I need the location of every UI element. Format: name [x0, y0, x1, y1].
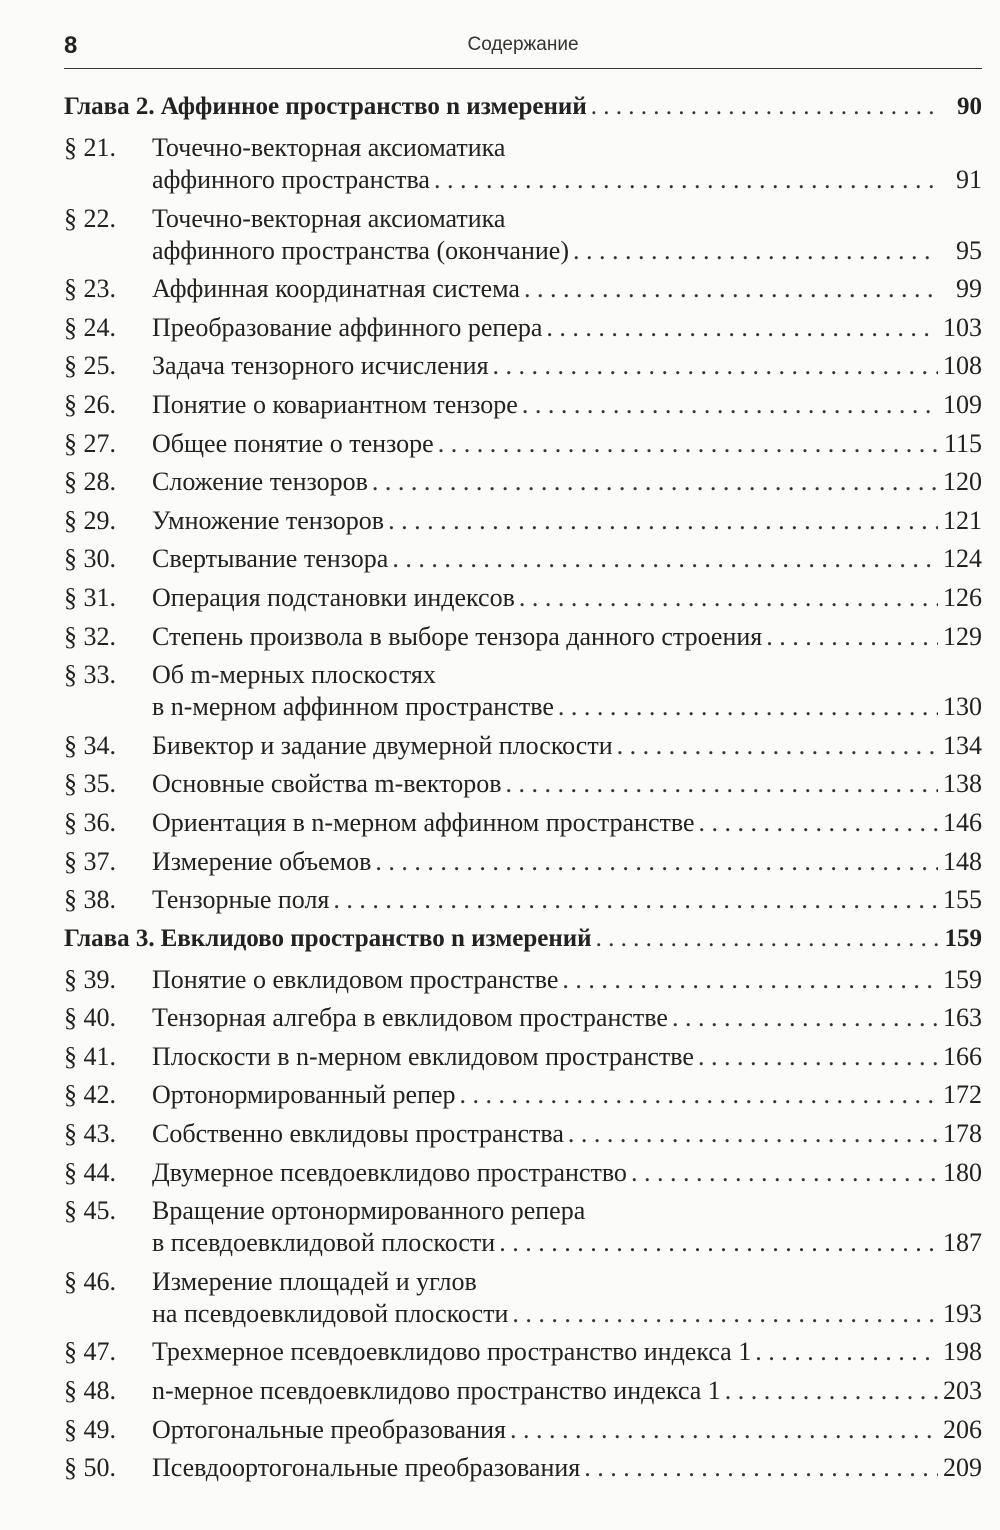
toc-page-number: 95 — [956, 235, 982, 265]
toc-line — [152, 466, 982, 498]
toc-title: Измерение объемов — [152, 846, 372, 876]
toc-page-number: 209 — [943, 1453, 982, 1483]
toc-line — [152, 659, 982, 691]
toc-title: Тензорная алгебра в евклидовом пространстве — [152, 1003, 668, 1033]
toc-entry-body — [152, 1452, 982, 1484]
toc-chapter — [64, 923, 982, 955]
toc-page-number: 91 — [956, 165, 982, 194]
toc-section-number: § 35. — [64, 769, 116, 799]
toc-section-number: § 28. — [64, 467, 116, 497]
page-number: 8 — [64, 32, 78, 59]
toc-page-number: 155 — [943, 885, 982, 915]
toc-entry — [64, 807, 982, 839]
toc-entry-body — [152, 543, 982, 575]
toc-entry-body — [152, 203, 982, 267]
dot-leader — [392, 543, 938, 575]
toc-section-number: § 32. — [64, 621, 116, 651]
toc-title: Свертывание тензора — [152, 544, 389, 574]
toc-entry-body — [152, 389, 982, 421]
toc-section-number: § 43. — [64, 1119, 116, 1149]
toc-entry-body — [152, 807, 982, 839]
toc-section-number: § 38. — [64, 885, 116, 915]
toc-line — [152, 964, 982, 996]
toc-line — [152, 807, 982, 839]
toc-section-number: § 46. — [64, 1266, 116, 1296]
toc-page-number: 124 — [943, 544, 982, 574]
toc-entry — [64, 1079, 982, 1111]
toc-line — [152, 312, 982, 344]
toc-line — [152, 164, 982, 196]
dot-leader — [434, 164, 938, 196]
dot-leader — [573, 235, 938, 267]
toc-section-number: § 44. — [64, 1157, 116, 1187]
toc-entry — [64, 1266, 982, 1330]
toc-title: на псевдоевклидовой плоскости — [152, 1298, 509, 1328]
toc-line — [152, 1002, 982, 1034]
dot-leader — [510, 1414, 938, 1446]
toc-line — [152, 132, 982, 164]
dot-leader — [512, 1298, 938, 1330]
toc-section-number: § 48. — [64, 1376, 116, 1406]
toc-section-number: § 24. — [64, 312, 116, 342]
toc-page-number: 206 — [943, 1414, 982, 1444]
toc-line — [152, 1227, 982, 1259]
toc-section-number: § 21. — [64, 133, 116, 162]
toc-entry — [64, 428, 982, 460]
toc-entry-body — [152, 428, 982, 460]
toc-entry-body — [152, 312, 982, 344]
dot-leader — [499, 1227, 938, 1259]
dot-leader — [584, 1452, 938, 1484]
toc-title: Ориентация в n-мерном аффинном пространстве — [152, 807, 695, 837]
dot-leader — [524, 273, 938, 305]
toc-entry-body — [152, 273, 982, 305]
toc-entry-body — [152, 884, 982, 916]
toc-entry — [64, 389, 982, 421]
toc-line — [161, 91, 982, 123]
toc-section-number: § 25. — [64, 351, 116, 381]
toc-section-number: § 29. — [64, 505, 116, 535]
toc-line — [152, 505, 982, 537]
dot-leader — [698, 1041, 938, 1073]
toc-page-number: 126 — [943, 582, 982, 612]
toc-line — [152, 543, 982, 575]
toc-page-number: 180 — [943, 1157, 982, 1187]
toc-section-number: § 22. — [64, 203, 116, 233]
toc-line — [152, 203, 982, 235]
toc-entry-body — [152, 1041, 982, 1073]
toc-section-number: § 30. — [64, 544, 116, 574]
toc-line — [152, 389, 982, 421]
toc-entry-body — [152, 1195, 982, 1259]
toc-title: Тензорные поля — [152, 885, 330, 915]
toc-line — [152, 1079, 982, 1111]
toc-entry — [64, 505, 982, 537]
dot-leader — [558, 691, 938, 723]
toc-title: Плоскости в n-мерном евклидовом пространстве — [152, 1041, 694, 1071]
toc-title: Понятие о евклидовом пространстве — [152, 964, 559, 994]
toc-section-number: § 23. — [64, 274, 116, 304]
dot-leader — [766, 621, 938, 653]
toc-title: Точечно-векторная аксиоматика — [152, 133, 506, 162]
toc-entry — [64, 1041, 982, 1073]
toc-section-number: § 27. — [64, 428, 116, 458]
dot-leader — [388, 505, 938, 537]
toc-page-number: 159 — [943, 964, 982, 994]
toc-page-number: 115 — [943, 428, 982, 458]
toc-title: Трехмерное псевдоевклидово пространство индекса 1 — [152, 1337, 752, 1367]
toc-entry-body — [152, 1002, 982, 1034]
table-of-contents — [64, 91, 982, 1484]
toc-section-number: § 41. — [64, 1041, 116, 1071]
toc-page-number: 172 — [943, 1080, 982, 1110]
toc-title: Аффинная координатная система — [152, 274, 520, 304]
toc-title: Операция подстановки индексов — [152, 582, 515, 612]
toc-line — [152, 428, 982, 460]
dot-leader — [568, 1118, 938, 1150]
toc-title: Вращение ортонормированного репера — [152, 1196, 586, 1226]
toc-line — [152, 1157, 982, 1189]
toc-title: Псевдоортогональные преобразования — [152, 1453, 581, 1483]
toc-line — [152, 730, 982, 762]
toc-title: Понятие о ковариантном тензоре — [152, 389, 518, 419]
toc-page-number: 163 — [943, 1003, 982, 1033]
toc-line — [152, 1298, 982, 1330]
toc-entry-body — [152, 1336, 982, 1368]
toc-title: Общее понятие о тензоре — [152, 428, 434, 458]
dot-leader — [596, 923, 938, 955]
toc-title: Аффинное пространство n измерений — [160, 93, 587, 120]
toc-page-number: 187 — [943, 1228, 982, 1258]
toc-entry-body — [152, 768, 982, 800]
toc-entry — [64, 659, 982, 723]
toc-page-number: 99 — [956, 274, 982, 304]
toc-title: Измерение площадей и углов — [152, 1266, 477, 1296]
toc-page-number: 193 — [943, 1298, 982, 1328]
toc-entry — [64, 1157, 982, 1189]
toc-entry — [64, 1195, 982, 1259]
toc-section-number: § 40. — [64, 1003, 116, 1033]
toc-entry-body — [152, 659, 982, 723]
toc-page-number: 146 — [943, 807, 982, 837]
dot-leader — [519, 582, 938, 614]
toc-entry-body — [152, 1118, 982, 1150]
toc-section-number: § 42. — [64, 1080, 116, 1110]
toc-title: аффинного пространства (окончание) — [152, 235, 569, 265]
running-title: Содержание — [467, 34, 579, 55]
toc-line — [152, 621, 982, 653]
toc-section-number: § 47. — [64, 1337, 116, 1367]
toc-title: Бивектор и задание двумерной плоскости — [152, 730, 613, 760]
toc-entry — [64, 1336, 982, 1368]
dot-leader — [591, 91, 938, 123]
toc-title: Умножение тензоров — [152, 505, 385, 535]
toc-line — [152, 350, 982, 382]
toc-line — [152, 884, 982, 916]
toc-entry-body — [155, 923, 982, 955]
toc-entry-body — [152, 964, 982, 996]
toc-entry — [64, 350, 982, 382]
toc-entry — [64, 1375, 982, 1407]
toc-entry-body — [152, 350, 982, 382]
toc-entry-body — [155, 91, 982, 123]
toc-entry-body — [152, 1375, 982, 1407]
toc-entry — [64, 466, 982, 498]
toc-entry-body — [152, 505, 982, 537]
dot-leader — [372, 466, 938, 498]
toc-line — [161, 923, 982, 955]
toc-entry — [64, 730, 982, 762]
toc-entry — [64, 621, 982, 653]
toc-line — [152, 691, 982, 723]
toc-section-number: § 49. — [64, 1414, 116, 1444]
toc-entry-body — [152, 730, 982, 762]
toc-title: Степень произвола в выборе тензора данного строения — [152, 621, 763, 651]
toc-entry — [64, 1118, 982, 1150]
dot-leader — [522, 389, 938, 421]
dot-leader — [375, 846, 938, 878]
toc-title: Двумерное псевдоевклидово пространство — [152, 1157, 627, 1187]
toc-page-number: 138 — [943, 769, 982, 799]
toc-page-number: 198 — [943, 1337, 982, 1367]
toc-entry — [64, 132, 982, 196]
toc-entry — [64, 964, 982, 996]
toc-section-number: § 33. — [64, 660, 116, 690]
dot-leader — [617, 730, 938, 762]
toc-line — [152, 1041, 982, 1073]
toc-page-number: 148 — [943, 846, 982, 876]
toc-section-number: § 37. — [64, 846, 116, 876]
dot-leader — [631, 1157, 938, 1189]
toc-entry — [64, 203, 982, 267]
toc-line — [152, 235, 982, 267]
toc-entry-body — [152, 466, 982, 498]
toc-page-number: 103 — [943, 312, 982, 342]
dot-leader — [333, 884, 938, 916]
toc-title: аффинного пространства — [152, 165, 430, 194]
toc-title: в n-мерном аффинном пространстве — [152, 692, 554, 722]
toc-entry-body — [152, 132, 982, 196]
toc-entry — [64, 1452, 982, 1484]
toc-entry — [64, 1414, 982, 1446]
toc-page-number: 90 — [957, 93, 982, 120]
toc-entry — [64, 768, 982, 800]
dot-leader — [460, 1079, 938, 1111]
toc-line — [152, 846, 982, 878]
toc-section-number: Глава 2. — [64, 93, 155, 120]
toc-entry — [64, 884, 982, 916]
toc-page-number: 129 — [943, 621, 982, 651]
toc-title: Об m-мерных плоскостях — [152, 660, 436, 690]
toc-title: Ортонормированный репер — [152, 1080, 456, 1110]
toc-entry — [64, 1002, 982, 1034]
dot-leader — [506, 768, 939, 800]
toc-entry-body — [152, 846, 982, 878]
toc-entry-body — [152, 1079, 982, 1111]
toc-line — [152, 1452, 982, 1484]
toc-page-number: 120 — [943, 467, 982, 497]
toc-title: Сложение тензоров — [152, 467, 368, 497]
dot-leader — [725, 1375, 938, 1407]
dot-leader — [438, 428, 938, 460]
toc-line — [152, 273, 982, 305]
toc-page-number: 159 — [944, 924, 982, 952]
dot-leader — [699, 807, 938, 839]
toc-page-number: 203 — [943, 1376, 982, 1406]
toc-entry — [64, 312, 982, 344]
toc-chapter — [64, 91, 982, 123]
toc-entry-body — [152, 1157, 982, 1189]
toc-title: Евклидово пространство n измерений — [160, 924, 592, 952]
toc-title: Собственно евклидовы пространства — [152, 1119, 564, 1149]
toc-section-number: § 34. — [64, 730, 116, 760]
toc-line — [152, 1375, 982, 1407]
toc-entry-body — [152, 582, 982, 614]
toc-section-number: Глава 3. — [64, 924, 155, 952]
toc-line — [152, 1195, 982, 1227]
toc-page-number: 166 — [943, 1041, 982, 1071]
toc-section-number: § 31. — [64, 582, 116, 612]
dot-leader — [562, 964, 938, 996]
toc-page-number: 130 — [943, 692, 982, 722]
toc-entry-body — [152, 1414, 982, 1446]
toc-entry — [64, 582, 982, 614]
toc-line — [152, 1336, 982, 1368]
toc-line — [152, 768, 982, 800]
toc-page-number: 178 — [943, 1119, 982, 1149]
toc-page-number: 121 — [943, 505, 982, 535]
dot-leader — [672, 1002, 938, 1034]
toc-title: Основные свойства m-векторов — [152, 769, 502, 799]
toc-title: Точечно-векторная аксиоматика — [152, 203, 506, 233]
toc-section-number: § 26. — [64, 389, 116, 419]
toc-title: Задача тензорного исчисления — [152, 351, 489, 381]
toc-entry — [64, 846, 982, 878]
toc-title: Преобразование аффинного репера — [152, 312, 543, 342]
toc-line — [152, 1266, 982, 1298]
toc-section-number: § 39. — [64, 964, 116, 994]
toc-section-number: § 45. — [64, 1196, 116, 1226]
toc-section-number: § 36. — [64, 807, 116, 837]
toc-page-number: 109 — [943, 389, 982, 419]
toc-entry-body — [152, 621, 982, 653]
dot-leader — [546, 312, 938, 344]
toc-title: в псевдоевклидовой плоскости — [152, 1228, 496, 1258]
toc-title: n-мерное псевдоевклидово пространство индекса 1 — [152, 1376, 721, 1406]
dot-leader — [493, 350, 938, 382]
toc-entry-body — [152, 1266, 982, 1330]
toc-entry — [64, 543, 982, 575]
toc-title: Ортогональные преобразования — [152, 1414, 507, 1444]
toc-page-number: 134 — [943, 730, 982, 760]
toc-entry — [64, 273, 982, 305]
toc-page-number: 108 — [943, 351, 982, 381]
running-header — [64, 28, 982, 69]
toc-line — [152, 1414, 982, 1446]
toc-section-number: § 50. — [64, 1453, 116, 1483]
toc-line — [152, 582, 982, 614]
dot-leader — [755, 1336, 938, 1368]
toc-line — [152, 1118, 982, 1150]
